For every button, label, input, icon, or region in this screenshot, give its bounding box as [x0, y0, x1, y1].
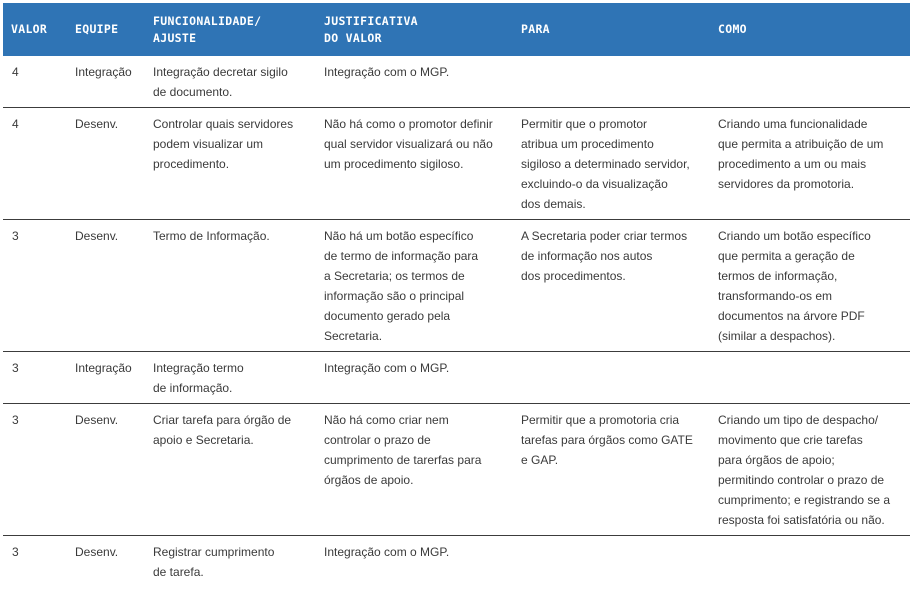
- header-justificativa: JUSTIFICATIVA DO VALOR: [324, 13, 418, 45]
- cell-como: Criando uma funcionalidade que permita a atribuição de um procedimento a um ou mais servidores da promotoria.: [710, 108, 910, 220]
- cell-como: Criando um tipo de despacho/ movimento que crie tarefas para órgãos de apoio; permitindo controlar o prazo de cumprimento; e registrando se a resposta foi satisfatória ou não.: [710, 404, 910, 536]
- cell-como: Criando um botão específico que permita a geração de termos de informação, transformando-os em documentos na árvore PDF (similar a despachos).: [710, 220, 910, 352]
- cell-equipe: Desenv.: [67, 220, 145, 352]
- cell-justificativa: Não há um botão específico de termo de informação para a Secretaria; os termos de informação são o principal documento gerado pela Secretaria.: [316, 220, 513, 352]
- cell-como: [710, 352, 910, 404]
- cell-para: Permitir que a promotoria cria tarefas para órgãos como GATE e GAP.: [513, 404, 710, 536]
- cell-equipe: Desenv.: [67, 108, 145, 220]
- table-header: [3, 3, 910, 56]
- cell-para: [513, 536, 710, 588]
- cell-para: [513, 352, 710, 404]
- cell-justificativa: Não há como criar nem controlar o prazo de cumprimento de tarerfas para órgãos de apoio.: [316, 404, 513, 536]
- table-row: [3, 56, 910, 108]
- cell-justificativa: Não há como o promotor definir qual servidor visualizará ou não um procedimento sigiloso.: [316, 108, 513, 220]
- table-row: [3, 536, 910, 588]
- cell-como: [710, 56, 910, 108]
- cell-funcionalidade: Integração decretar sigilo de documento.: [145, 56, 316, 108]
- cell-para: A Secretaria poder criar termos de informação nos autos dos procedimentos.: [513, 220, 710, 352]
- cell-valor: 3: [3, 352, 67, 404]
- cell-justificativa: Integração com o MGP.: [316, 56, 513, 108]
- cell-equipe: Desenv.: [67, 404, 145, 536]
- table-body: [3, 56, 910, 587]
- table-row: [3, 108, 910, 220]
- cell-funcionalidade: Integração termo de informação.: [145, 352, 316, 404]
- header-para: PARA: [521, 22, 550, 36]
- backlog-table: [3, 3, 910, 587]
- cell-equipe: Integração: [67, 352, 145, 404]
- header-row: [3, 3, 910, 56]
- cell-justificativa: Integração com o MGP.: [316, 352, 513, 404]
- cell-funcionalidade: Criar tarefa para órgão de apoio e Secretaria.: [145, 404, 316, 536]
- table-row: [3, 220, 910, 352]
- cell-valor: 4: [3, 108, 67, 220]
- header-valor: VALOR: [11, 22, 48, 36]
- cell-valor: 3: [3, 404, 67, 536]
- cell-funcionalidade: Registrar cumprimento de tarefa.: [153, 545, 275, 579]
- cell-valor: 3: [3, 220, 67, 352]
- cell-para: Permitir que o promotor atribua um procedimento sigiloso a determinado servidor, excluindo-o da visualização dos demais.: [513, 108, 710, 220]
- cell-funcionalidade: Termo de Informação.: [145, 220, 316, 352]
- table-row: [3, 404, 910, 536]
- table-row: [3, 352, 910, 404]
- cell-valor: 4: [3, 56, 67, 108]
- cell-equipe: Integração: [67, 56, 145, 108]
- cell-justificativa: Integração com o MGP.: [324, 545, 450, 559]
- cell-para: [513, 56, 710, 108]
- header-equipe: EQUIPE: [75, 22, 119, 36]
- cell-equipe: Desenv.: [75, 545, 119, 559]
- cell-funcionalidade: Controlar quais servidores podem visualizar um procedimento.: [145, 108, 316, 220]
- header-como: COMO: [718, 22, 747, 36]
- cell-valor: 3: [12, 545, 19, 559]
- cell-como: [710, 536, 910, 588]
- header-funcionalidade: FUNCIONALIDADE/ AJUSTE: [153, 13, 262, 45]
